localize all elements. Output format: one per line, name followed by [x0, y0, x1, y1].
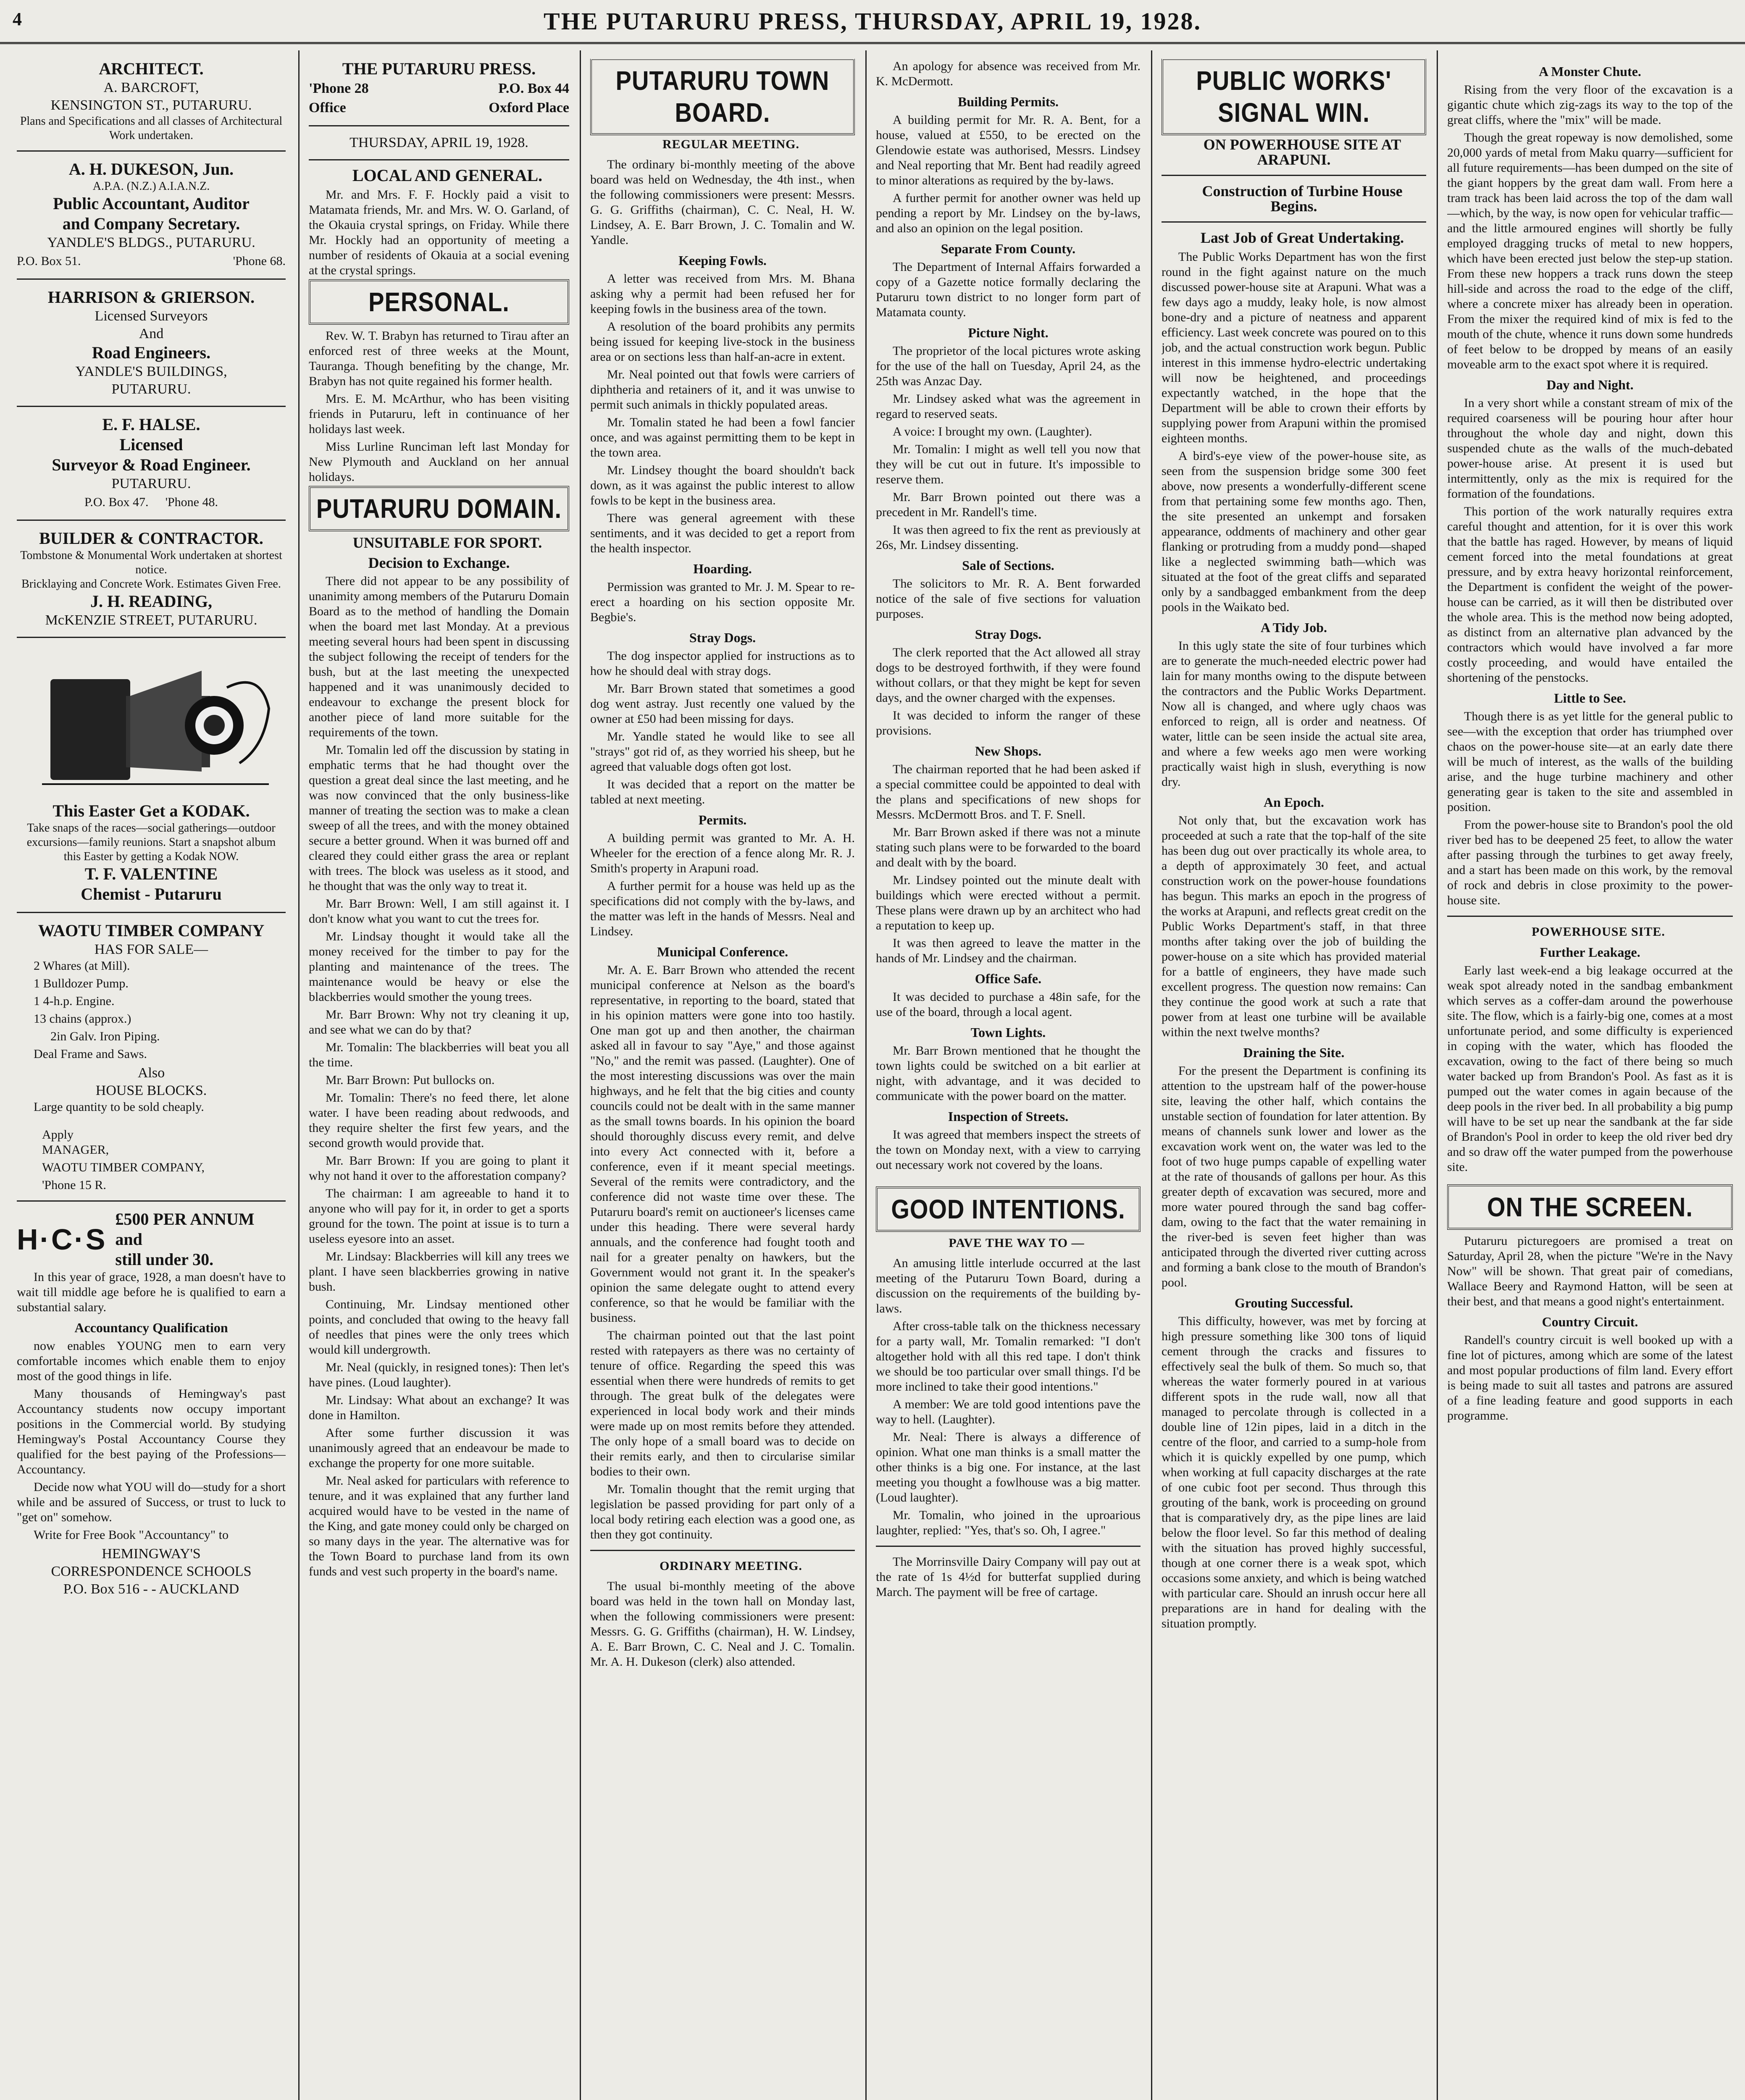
ad-name: CORRESPONDENCE SCHOOLS [51, 1564, 252, 1579]
subheading: Building Permits. [957, 94, 1059, 109]
ad-name: HEMINGWAY'S [102, 1546, 201, 1562]
ad-heading: WAOTU TIMBER COMPANY [38, 921, 265, 940]
paragraph: There was general agreement with these sentiments, and it was decided to get a report from the health inspector. [590, 511, 855, 555]
paragraph: Early last week-end a big leakage occurred at the weak spot already noted in the sandbag embankment which serves as a coffer-dam around the powerhouse site. The flow, which is a fairly-big one, comes at a most unfortunate period, and some difficulty is experienced in coping with the water, which has flooded the excavation, owing to the fact of there being so much water backed up from Brandon's Pool. As fast as it is pumped out the water comes in again because of the deep pools in the river bed. In all probability a big pump will have to be set up near the sandbank at the far side of Brandon's Pool in order to keep the old river bed dry and so draw off the water pumped from the powerhouse site. [1447, 963, 1733, 1174]
divider [1162, 175, 1426, 176]
paragraph: The chairman: I am agreeable to hand it to anyone who will pay for it, in order to get a sports ground for the town. The point at issue is to turn a useless eyesore into an asset. [309, 1186, 569, 1246]
paragraph: Mr. Neal pointed out that fowls were carriers of diphtheria and retainers of it, and it was unwise to permit such animals in thickly populated areas. [590, 368, 855, 412]
paragraph: In this ugly state the site of four turbines which are to generate the much-needed electric power had lain for many months owing to the dispute between the contractors and the Public Works Department. Now all is changed, and where ugly chaos was enforced to reign, all is order and neatness. Of water, little can be seen inside the actual site area, and where a few weeks ago men were working practically waist high in slush, everything is now dry. [1162, 639, 1426, 789]
paper-pobox: P.O. Box 44 [498, 81, 569, 96]
ad-line: YANDLE'S BUILDINGS, [75, 364, 227, 379]
subheading: Day and Night. [1546, 377, 1634, 392]
article-headline: ON THE SCREEN. [1447, 1184, 1733, 1230]
paragraph: Mr. Barr Brown asked if there was not a minute stating such plans were to be forwarded to the board and dealt with by the board. [876, 825, 1141, 869]
ad-name: A. BARCROFT, [103, 80, 199, 95]
page-number: 4 [13, 9, 22, 29]
paragraph: This portion of the work naturally requires extra careful thought and attention, for it is over this work that the battle has raged. However, by means of liquid cement forced into the metal foundations at great pressure, and by extra heavy horizontal reinforcement, the Department is confident the weight of the power-house can be carried, as it will then be distributed over the whole area. This is the method now being adopted, as distinct from an alternative plan advanced by the contractors which would have involved a far more costly proceeding, and would have entailed the shortening of the penstocks. [1447, 504, 1733, 685]
paragraph: Mr. Lindsey asked what was the agreement in regard to reserved seats. [876, 392, 1141, 421]
subheading: A Monster Chute. [1539, 64, 1641, 79]
paragraph: Mr. Tomalin, who joined in the uproarious laughter, replied: "Yes, that's so. Oh, I agree." [876, 1508, 1141, 1537]
article-subheading: REGULAR MEETING. [662, 137, 800, 151]
column-rule [1151, 50, 1152, 2100]
ad-phone: 'Phone 48. [165, 495, 218, 509]
ad-phone: 'Phone 68. [233, 254, 286, 268]
article-subheading: Construction of Turbine House Begins. [1202, 183, 1403, 215]
subheading: Keeping Fowls. [678, 253, 767, 268]
ad-line: Licensed [119, 435, 183, 454]
paragraph: Mr. Barr Brown: Put bullocks on. [326, 1073, 495, 1087]
article-subheading: ORDINARY MEETING. [660, 1559, 802, 1573]
paragraph: Mr. Neal (quickly, in resigned tones): Then let's have pines. (Loud laughter). [309, 1360, 569, 1389]
ad-headline: still under 30. [115, 1250, 214, 1269]
list-item: 1 Bulldozer Pump. [34, 976, 129, 990]
paragraph: The ordinary bi-monthly meeting of the above board was held on Wednesday, the 4th inst., when the following commissioners were present: Messrs. G. G. Griffiths (chairman), C. C. Neal, H. W. Lindsey, A. E. Barr Brown, J. C. Tomalin and W. Yandle. [590, 158, 855, 247]
article-subheading: PAVE THE WAY TO — [949, 1236, 1085, 1250]
column-rule [1437, 50, 1438, 2100]
paragraph: Mr. Barr Brown: Well, I am still against it. I don't know what you want to cut the trees for. [309, 897, 569, 926]
subheading: Picture Night. [968, 325, 1049, 340]
paragraph: A member: We are told good intentions pave the way to hell. (Laughter). [876, 1397, 1141, 1426]
ad-address: YANDLE'S BLDGS., PUTARURU. [47, 235, 255, 250]
divider [17, 520, 286, 521]
subheading: A Tidy Job. [1260, 620, 1327, 635]
ad-line: WAOTU TIMBER COMPANY, [42, 1160, 205, 1174]
paragraph: The chairman pointed out that the last point rested with ratepayers as there was no certainty of tenure of office. Regarding the speed this was essential when there were hundreds of remits to get through. The great bulk of the delegates were experienced in local body work and their minds were made up on most remits before they attended. The only hope of a small board was to decide on their remits early, and then to circularise similar bodies to their own. [590, 1328, 855, 1478]
paragraph: From the power-house site to Brandon's pool the old river bed has to be deepened 25 feet, to allow the water after passing through the turbines to get away freely, and a start has been made on this work, by the removal of rock and debris in close proximity to the power-house site. [1447, 818, 1733, 907]
ad-line: Also [137, 1065, 165, 1081]
paragraph: Mr. Tomalin stated he had been a fowl fancier once, and was against permitting them to be kept in the town area. [590, 415, 855, 459]
divider [17, 278, 286, 280]
subheading: Little to See. [1554, 690, 1626, 706]
subheading: Office Safe. [975, 971, 1042, 986]
paragraph: A further permit for a house was held up as the specifications did not comply with the by-laws, and the matter was left in the hands of Messrs. Neal and Lindsey. [590, 879, 855, 938]
column-3 [590, 59, 855, 2100]
paragraph: Mr. Tomalin: I might as well tell you now that they will be cut out in future. It's impossible to reserve them. [876, 442, 1141, 486]
paragraph: A building permit was granted to Mr. A. H. Wheeler for the erection of a fence along Mr. R. J. Smith's property in Arapuni road. [590, 831, 855, 875]
column-rule [865, 50, 867, 2100]
ad-headline: £500 PER ANNUM [115, 1210, 255, 1228]
ad-dukeson [17, 159, 286, 271]
subheading: Draining the Site. [1243, 1045, 1345, 1060]
paragraph: Putaruru picturegoers are promised a treat on Saturday, April 28, when the picture "We're in the Navy Now" will be shown. That great pair of comedians, Wallace Beery and Raymond Hatton, will be seen at their best, and that means a good night's entertainment. [1447, 1234, 1733, 1308]
ad-line: Licensed Surveyors [95, 308, 208, 324]
paragraph: Mr. Tomalin led off the discussion by stating in emphatic terms that he had thought over the question a great deal since the last meeting, and he was now convinced that the only business-like manner of treating the section was to make a clean sweep of all the trees, and with the money obtained secure a better ground. When it was burned off and cleared they could either grass the area or replant with trees. The block was useless as it stood, and he thought that was the only way to treat it. [309, 743, 569, 893]
paragraph: A voice: I brought my own. (Laughter). [893, 425, 1092, 438]
subheading: Town Lights. [970, 1025, 1046, 1040]
paragraph: For the present the Department is confining its attention to the upstream half of the power-house site, leaving the other half, which contains the unstable section of foundation for later attention. By means of channels sunk lower and lower as the excavation work went on, the water was led to the foot of two huge pumps capable of expelling water at the rate of thousands of gallons per hour. As this greater depth of excavation was secured, more and more water poured through the sand bag coffer-dam, owing to the fact that the water remaining in the river-bed is seven feet higher than was anticipated through the diverted river cutting across and forming a bank close to the mouth of Brandon's pool. [1162, 1064, 1426, 1289]
paragraph: The chairman reported that he had been asked if a special committee could be appointed to deal with the plans and specifications of new shops for Messrs. McDermott Bros. and T. F. Snell. [876, 762, 1141, 822]
divider [876, 1546, 1141, 1547]
subheading: Stray Dogs. [689, 630, 756, 645]
subheading: Stray Dogs. [975, 627, 1042, 642]
paragraph: A resolution of the board prohibits any permits being issued for keeping live-stock in the business area or on sections less than half-an-acre in extent. [590, 320, 855, 364]
divider [17, 912, 286, 913]
paragraph: The Morrinsville Dairy Company will pay out at the rate of 1s 4½d for butterfat supplied during March. The payment will be free of cartage. [876, 1555, 1141, 1599]
ad-heading: BUILDER & CONTRACTOR. [39, 529, 263, 548]
ad-line: PUTARURU. [111, 476, 191, 491]
ad-name: HARRISON & GRIERSON. [47, 288, 255, 307]
ad-headline: and [115, 1230, 142, 1249]
ad-quals: A.P.A. (N.Z.) A.I.A.N.Z. [92, 180, 210, 193]
column-6 [1447, 59, 1733, 2100]
paragraph: Though there is as yet little for the general public to see—with the exception that order has triumphed over chaos on the power-house site—at an early date there will be much of interest, as the walls of the building arise, and the huge turbine machinery and other generating gear is taken to the site and assembled in position. [1447, 709, 1733, 814]
ad-name: A. H. DUKESON, Jun. [68, 160, 234, 178]
ad-address: P.O. Box 516 - - AUCKLAND [63, 1581, 239, 1597]
ad-paragraph: Decide now what YOU will do—study for a short while and be assured of Success, or trust to luck to "get on" somehow. [17, 1480, 286, 1524]
article-subheading: ON POWERHOUSE SITE AT ARAPUNI. [1203, 136, 1401, 168]
paragraph: Mr. Lindsey pointed out the minute dealt with buildings which were erected without a permit. These plans were drawn up by an architect who had a reputation to keep up. [876, 873, 1141, 932]
article-headline: PUTARURU TOWN BOARD. [590, 59, 855, 135]
paragraph: It was then agreed to fix the rent as previously at 26s, Mr. Lindsey dissenting. [876, 523, 1141, 552]
paragraph: Mr. Neal asked for particulars with reference to tenure, and it was explained that any further land acquired would have to be vested in the name of the King, and gate money could only be charged on so many days in the year. The alternative was for the Town Board to purchase land from its own funds and vest such property in the board's name. [309, 1474, 569, 1578]
paragraph: Mr. Barr Brown mentioned that he thought the town lights could be switched on a bit earlier at night, with advantage, and it was decided to communicate with the power board on the matter. [876, 1044, 1141, 1103]
ad-role: Public Accountant, Auditor [53, 194, 250, 213]
ad-paragraph: Write for Free Book "Accountancy" to [34, 1528, 229, 1542]
ad-line: Tombstone & Monumental Work undertaken at shortest notice. [20, 549, 282, 576]
ad-paragraph: Many thousands of Hemingway's past Accountancy students now occupy important positions in the Commercial world. By studying Hemingway's Postal Accountancy Course they qualified for the best paying of the Professions—Accountancy. [17, 1387, 286, 1476]
column-rule [580, 50, 581, 2100]
paragraph: The proprietor of the local pictures wrote asking for the use of the hall on Tuesday, April 24, as the 25th was Anzac Day. [876, 344, 1141, 388]
ad-line: And [139, 326, 164, 341]
paragraph: The Public Works Department has won the first round in the fight against nature on the much discussed power-house site at Arapuni. What was a few days ago a muddy, leaky hole, is now almost bone-dry and a picture of neatness and apparent efficiency. Last week concrete was poured on to this job, and the actual construction work begun. Public interest in this immense hydro-electric undertaking will now be heightened, and proceedings expectantly watched, in the hope that the Department will be able to crown their efforts by supplying power from Arapuni within the promised eighteen months. [1162, 250, 1426, 445]
paragraph: After some further discussion it was unanimously agreed that an endeavour be made to exchange the property for one more suitable. [309, 1426, 569, 1470]
paragraph: Continuing, Mr. Lindsay mentioned other points, and concluded that owing to the heavy fall of needles that pines were the only trees which would kill undergrowth. [309, 1297, 569, 1357]
paragraph: There did not appear to be any possibility of unanimity among members of the Putaruru Domain Board as to the method of handling the Domain when the board met last Monday. At a previous meeting several hours had been spent in discussing the subject following the receipt of tenders for the bush, but at the last meeting the unexpected happened and it was unanimously decided to endeavour to exchange the present block for another piece of land more suitable for the requirements of the town. [309, 574, 569, 739]
divider [1447, 916, 1733, 917]
ad-waotu [17, 921, 286, 1193]
paragraph: Randell's country circuit is well booked up with a fine lot of pictures, among which are some of the latest and most popular productions of film land. Every effort is being made to suit all tastes and patrons are assured of a fine leading feature and good supports in each programme. [1447, 1333, 1733, 1423]
paragraph: The usual bi-monthly meeting of the above board was held in the town hall on Monday last, when the following commissioners were present: Messrs. G. G. Griffiths (chairman), H. W. Lindsey, A. E. Barr Brown, C. C. Neal and J. C. Tomalin. Mr. A. H. Dukeson (clerk) also attended. [590, 1579, 855, 1669]
paragraph: Mr. Barr Brown: If you are going to plant it why not hand it over to the afforestation company? [309, 1154, 569, 1183]
article-subheading: Last Job of Great Undertaking. [1200, 229, 1404, 246]
paragraph: Miss Lurline Runciman left last Monday for New Plymouth and Auckland on her annual holidays. [309, 440, 569, 484]
subheading: New Shops. [975, 743, 1042, 759]
subheading: Sale of Sections. [962, 558, 1054, 573]
divider [17, 1200, 286, 1202]
ad-name: T. F. VALENTINE [84, 864, 218, 883]
paragraph: Rev. W. T. Brabyn has returned to Tirau after an enforced rest of three weeks at the Mount, Tauranga. Though benefiting by the change, Mr. Brabyn has not quite regained his former health. [309, 329, 569, 388]
paper-office-place: Oxford Place [489, 100, 569, 116]
ad-kodak [17, 646, 286, 904]
ad-halse [17, 415, 286, 512]
paragraph: Mr. Lindsey thought the board shouldn't back down, as it was against the public interest to allow fowls to be kept in the business area. [590, 463, 855, 507]
subheading: Municipal Conference. [657, 944, 788, 959]
ad-pobox: P.O. Box 51. [17, 254, 81, 268]
paragraph: An amusing little interlude occurred at the last meeting of the Putaruru Town Board, during a discussion on the requirements of the building by-laws. [876, 1256, 1141, 1315]
article-subheading: UNSUITABLE FOR SPORT. [352, 534, 542, 551]
ad-reading [17, 528, 286, 629]
subheading: Inspection of Streets. [948, 1109, 1069, 1124]
paragraph: It was decided to inform the ranger of these provisions. [876, 709, 1141, 738]
divider [17, 637, 286, 638]
article-headline: GOOD INTENTIONS. [876, 1186, 1141, 1232]
paragraph: Mr. Yandle stated he would like to see all "strays" got rid of, as they worried his sheep, but he agreed that valuable dogs often got lost. [590, 730, 855, 774]
paragraph: Not only that, but the excavation work has proceeded at such a rate that the top-half of the site has been dug out over practically its whole area, to a depth of approximately 30 feet, and actual construction work on the power-house foundations has begun. This marks an epoch in the progress of the works at Arapuni, and reflects great credit on the Public Works Department's staff, in that three months after taking over the job of building the power-house on a site which has provided material for a battle of engineers, they have made such excellent progress. The question now remains: Can they continue the good work at such a rate that power from at least one turbine will be available within the next twelve months? [1162, 814, 1426, 1039]
divider [17, 150, 286, 152]
paragraph: It was decided to purchase a 48in safe, for the use of the board, through a local agent. [876, 990, 1141, 1019]
ad-line: PUTARURU. [111, 381, 191, 397]
paragraph: Mr. Barr Brown stated that sometimes a good dog went astray. Just recently one valued by the owner at £50 had been missing for days. [590, 682, 855, 726]
paragraph: Mr. Barr Brown pointed out there was a precedent in Mr. Randell's time. [876, 490, 1141, 519]
ad-line: Bricklaying and Concrete Work. Estimates Given Free. [21, 578, 281, 591]
paragraph: Permission was granted to Mr. J. M. Spear to re-erect a hoarding on his section opposite Mr. Begbie's. [590, 580, 855, 624]
ad-line: Apply [42, 1128, 74, 1142]
paragraph: A letter was received from Mrs. M. Bhana asking why a permit had been refused her for keeping fowls in the business area of the town. [590, 272, 855, 316]
subheading: Permits. [698, 812, 747, 827]
section-heading: PERSONAL. [309, 279, 569, 325]
list-item: Deal Frame and Saws. [34, 1047, 147, 1061]
subheading: Separate From County. [941, 241, 1076, 256]
column-rule [298, 50, 300, 2100]
paragraph: Mr. Lindsay: Blackberries will kill any trees we plant. I have seen blackberries growing in native bush. [309, 1250, 569, 1294]
article-headline: PUBLIC WORKS' SIGNAL WIN. [1162, 59, 1426, 135]
divider [309, 159, 569, 160]
divider [17, 406, 286, 407]
paragraph: Though the great ropeway is now demolished, some 20,000 yards of metal from Maku quarry—sufficient for all future requirements—has been dumped on the site of the giant hoppers by the great dam wall. From here a tram track has been laid across the top of the dam wall—which, by the way, is now open for vehicular traffic—and the little armoured engines will shortly be fully employed dragging trucks of metal to new hoppers, which have been erected just below the step-up station. From these new hoppers a track runs down the steep hill-side and across the road to the edge of the cliff, where a concrete mixer has already been in operation. From the mixer the required kind of mix is fed to the mouth of the chute, whence it runs down some hundreds of feet below to be dropped by means of an easily moveable arm to the exact spot where it is required. [1447, 131, 1733, 371]
ad-hemingways [17, 1209, 286, 1598]
list-item: 2 Whares (at Mill). [34, 959, 130, 973]
ad-line: Road Engineers. [92, 343, 211, 362]
paragraph: Mr. Tomalin: There's no feed there, let alone water. I have been reading about redwoods, and they require shelter the first few years, and the second growth would provide that. [309, 1091, 569, 1150]
paragraph: Mr. Tomalin: The blackberries will beat you all the time. [309, 1040, 569, 1069]
ad-paragraph: now enables YOUNG men to earn very comfortable incomes which enable them to enjoy most of the good things in life. [17, 1339, 286, 1383]
paragraph: A bird's-eye view of the power-house site, as seen from the suspension bridge some 300 feet above, now presents a wonderfully-different scene from that pertaining some few months ago. Then, the site presented an unkempt and forsaken appearance, oddments of machinery and other gear flanking or protruding from a muddy pond—shaped like a neglected swimming bath—which was situated at the foot of the great cliffs and separated only by a sandbagged embankment from the deep pools in the Waikato bed. [1162, 449, 1426, 614]
paper-office: Office [309, 100, 346, 116]
ad-address: KENSINGTON ST., PUTARURU. [50, 97, 252, 113]
subheading: Grouting Successful. [1234, 1295, 1353, 1310]
paper-title: THE PUTARURU PRESS. [342, 59, 536, 78]
paragraph: Rising from the very floor of the excavation is a gigantic chute which zig-zags its way to the top of the great cliffs, where the "mix" will be made. [1447, 83, 1733, 127]
ad-name: J. H. READING, [90, 592, 213, 611]
paragraph: This difficulty, however, was met by forcing at high pressure something like 300 tons of liquid cement through the cracks and fissures to effectively seal the bulk of them. So much so, that whereas the water formerly poured in at various different spots in the rude wall, now all that managed to percolate through is collected in a double line of 12in pipes, laid in a ditch in the centre of the floor, and carried to a sump-hole from which it is quickly expelled by one pump, which when working at full capacity discharges at the rate of one cubic foot per second. Thus through this grouting of the bank, work is proceeding on ground that is comparatively dry, as the pipe lines are laid below the floor level. So far this method of dealing with the situation has proved highly successful, though at one corner there is a weak spot, which occasions some anxiety, and which is being watched with particular care. Should an inrush occur here all preparations are in hand for dealing with the situation promptly. [1162, 1314, 1426, 1630]
paragraph: Mrs. E. M. McArthur, who has been visiting friends in Putaruru, left in continuance of her holidays last week. [309, 392, 569, 436]
column-5 [1162, 59, 1426, 2100]
paragraph: In a very short while a constant stream of mix of the required coarseness will be pouring hour after hour throughout the whole day and night, down this suspended chute as the walls of the much-debated power-house arise. At present it is used but intermittently, only as the mix is required for the formation of the foundations. [1447, 396, 1733, 501]
ad-sub: HAS FOR SALE— [94, 942, 208, 957]
paragraph: Mr. Neal: There is always a difference of opinion. What one man thinks is a small matter the other thinks is a big one. For instance, at the last meeting you thought a fowlhouse was a big matter. (Loud laughter). [876, 1430, 1141, 1504]
paragraph: It was then agreed to leave the matter in the hands of Mr. Lindsey and the chairman. [876, 936, 1141, 965]
paper-phone: 'Phone 28 [309, 81, 369, 96]
paragraph: The dog inspector applied for instructions as to how he should deal with stray dogs. [590, 649, 855, 678]
dateline: THURSDAY, APRIL 19, 1928. [350, 135, 528, 150]
paragraph: The solicitors to Mr. R. A. Bent forwarded notice of the sale of five sections for valuation purposes. [876, 577, 1141, 621]
list-item: 2in Galv. Iron Piping. [50, 1029, 160, 1043]
ad-harrison-grierson [17, 287, 286, 398]
masthead [0, 0, 1745, 44]
paragraph: An apology for absence was received from Mr. K. McDermott. [876, 59, 1141, 88]
section-heading: LOCAL AND GENERAL. [352, 166, 543, 185]
ad-role: and Company Secretary. [62, 214, 240, 233]
subheading: Country Circuit. [1542, 1314, 1638, 1329]
article-subheading: Further Leakage. [1540, 945, 1640, 960]
list-item: 13 chains (approx.) [34, 1012, 131, 1026]
hcs-logo: H·C·S [17, 1223, 107, 1256]
paragraph: After cross-table talk on the thickness necessary for a party wall, Mr. Tomalin remarked: "I don't altogether hold with all this red tape. I don't think we should be too particular over small things. I'd be more inclined to take their good intentions." [876, 1319, 1141, 1394]
divider [1162, 221, 1426, 223]
ad-role: Chemist - Putaruru [81, 885, 222, 903]
paragraph: Mr. Lindsay: What about an exchange? It was done in Hamilton. [309, 1393, 569, 1422]
ad-phone: 'Phone 15 R. [42, 1178, 106, 1192]
column-4 [876, 59, 1141, 2100]
ad-line: HOUSE BLOCKS. [95, 1083, 207, 1098]
subheading: An Epoch. [1263, 795, 1325, 810]
divider [590, 1550, 855, 1551]
ad-heading: ARCHITECT. [99, 59, 204, 78]
list-item: 1 4-h.p. Engine. [34, 994, 115, 1008]
paragraph: A building permit for Mr. R. A. Bent, for a house, valued at £550, to be erected on the Glendowie estate was authorised, Messrs. Lindsey and Neal reporting that Mr. Bent had readily agreed to minor alterations as required by the by-laws. [876, 113, 1141, 187]
ad-text: Plans and Specifications and all classes of Architectural Work undertaken. [20, 115, 283, 142]
paragraph: Mr. A. E. Barr Brown who attended the recent municipal conference at Nelson as the board's representative, in reporting to the board, stated that in his opinion matters were gone into too hastily. One man got up and then another, the chairman asked all in favour to say "Aye," and those against "No," and the remit was passed. (Laughter). One of the most interesting discussions was over the main highways, and he felt that the big cities and county councils could not be dealt with in the same manner as the small towns boards. In his opinion the board should thoroughly discuss every remit, and delve into every Act connected with it, before a conference, even if it meant special meetings. Several of the remits were contradictory, and the conference did not waste time over these. The Putaruru board's remit on auctioneer's licenses came under this heading. There were several hardy annuals, and the conference had fought tooth and nail for a greater penalty on hawkers, but the Government would not grant it. In the speaker's opinion the same delegate ought to attend every conference, so that he would be familiar with the business. [590, 963, 855, 1325]
ad-paragraph: In this year of grace, 1928, a man doesn't have to wait till middle age before he is qualified to earn a substantial salary. [17, 1270, 286, 1314]
divider [309, 125, 569, 126]
paragraph: The Department of Internal Affairs forwarded a copy of a Gazette notice formally declaring the Putaruru town district to no longer form part of Matamata county. [876, 260, 1141, 319]
article-headline: PUTARURU DOMAIN. [309, 486, 569, 531]
column-advertisements [17, 59, 286, 2100]
paragraph: Mr. and Mrs. F. F. Hockly paid a visit to Matamata friends, Mr. and Mrs. W. O. Garland, of the Okauia crystal springs, on Friday. While there Mr. Hockly had an opportunity of meeting a number of residents of Okauia at a social evening at the crystal springs. [309, 188, 569, 277]
paragraph: It was decided that a report on the matter be tabled at next meeting. [590, 777, 855, 806]
paragraph: The clerk reported that the Act allowed all stray dogs to be destroyed forthwith, if they were found without collars, or that they might be kept for seven days, and the owner charged with the expenses. [876, 646, 1141, 705]
ad-subheading: Accountancy Qualification [74, 1320, 228, 1335]
masthead-title: THE PUTARURU PRESS, THURSDAY, APRIL 19, 1928. [544, 7, 1201, 35]
ad-line: Surveyor & Road Engineer. [52, 455, 251, 474]
article-headline: POWERHOUSE SITE. [1532, 925, 1665, 939]
ad-pobox: P.O. Box 47. [84, 495, 149, 509]
ad-name: E. F. HALSE. [102, 415, 200, 434]
paragraph: Mr. Barr Brown: Why not try cleaning it up, and see what we can do by that? [309, 1008, 569, 1037]
ad-address: McKENZIE STREET, PUTARURU. [45, 612, 258, 628]
paragraph: It was agreed that members inspect the streets of the town on Monday next, with a view to carrying out necessary work not covered by the loans. [876, 1128, 1141, 1172]
ad-architect [17, 59, 286, 143]
article-subheading: Decision to Exchange. [368, 554, 510, 571]
ad-text: Take snaps of the races—social gatherings—outdoor excursions—family reunions. Start a snapshot album this Easter by getting a Kodak NOW. [26, 822, 276, 863]
paragraph: A further permit for another owner was held up pending a report by Mr. Lindsey on the by-laws, and also an opinion on the legal position. [876, 191, 1141, 235]
ad-heading: This Easter Get a KODAK. [53, 801, 250, 820]
kodak-camera-illustration [25, 646, 277, 797]
column-2 [309, 59, 569, 2100]
ad-line: MANAGER, [42, 1143, 109, 1157]
subheading: Hoarding. [693, 561, 752, 576]
paragraph: Mr. Lindsay thought it would take all the money received for the timber to pay for the planting and maintenance of the trees. The maintenance would be heavy or else the blackberries would smother the young trees. [309, 929, 569, 1004]
paragraph: Mr. Tomalin thought that the remit urging that legislation be passed providing for part only of a local body retiring each election was a good one, as then they got continuity. [590, 1482, 855, 1541]
ad-line: Large quantity to be sold cheaply. [34, 1100, 204, 1114]
